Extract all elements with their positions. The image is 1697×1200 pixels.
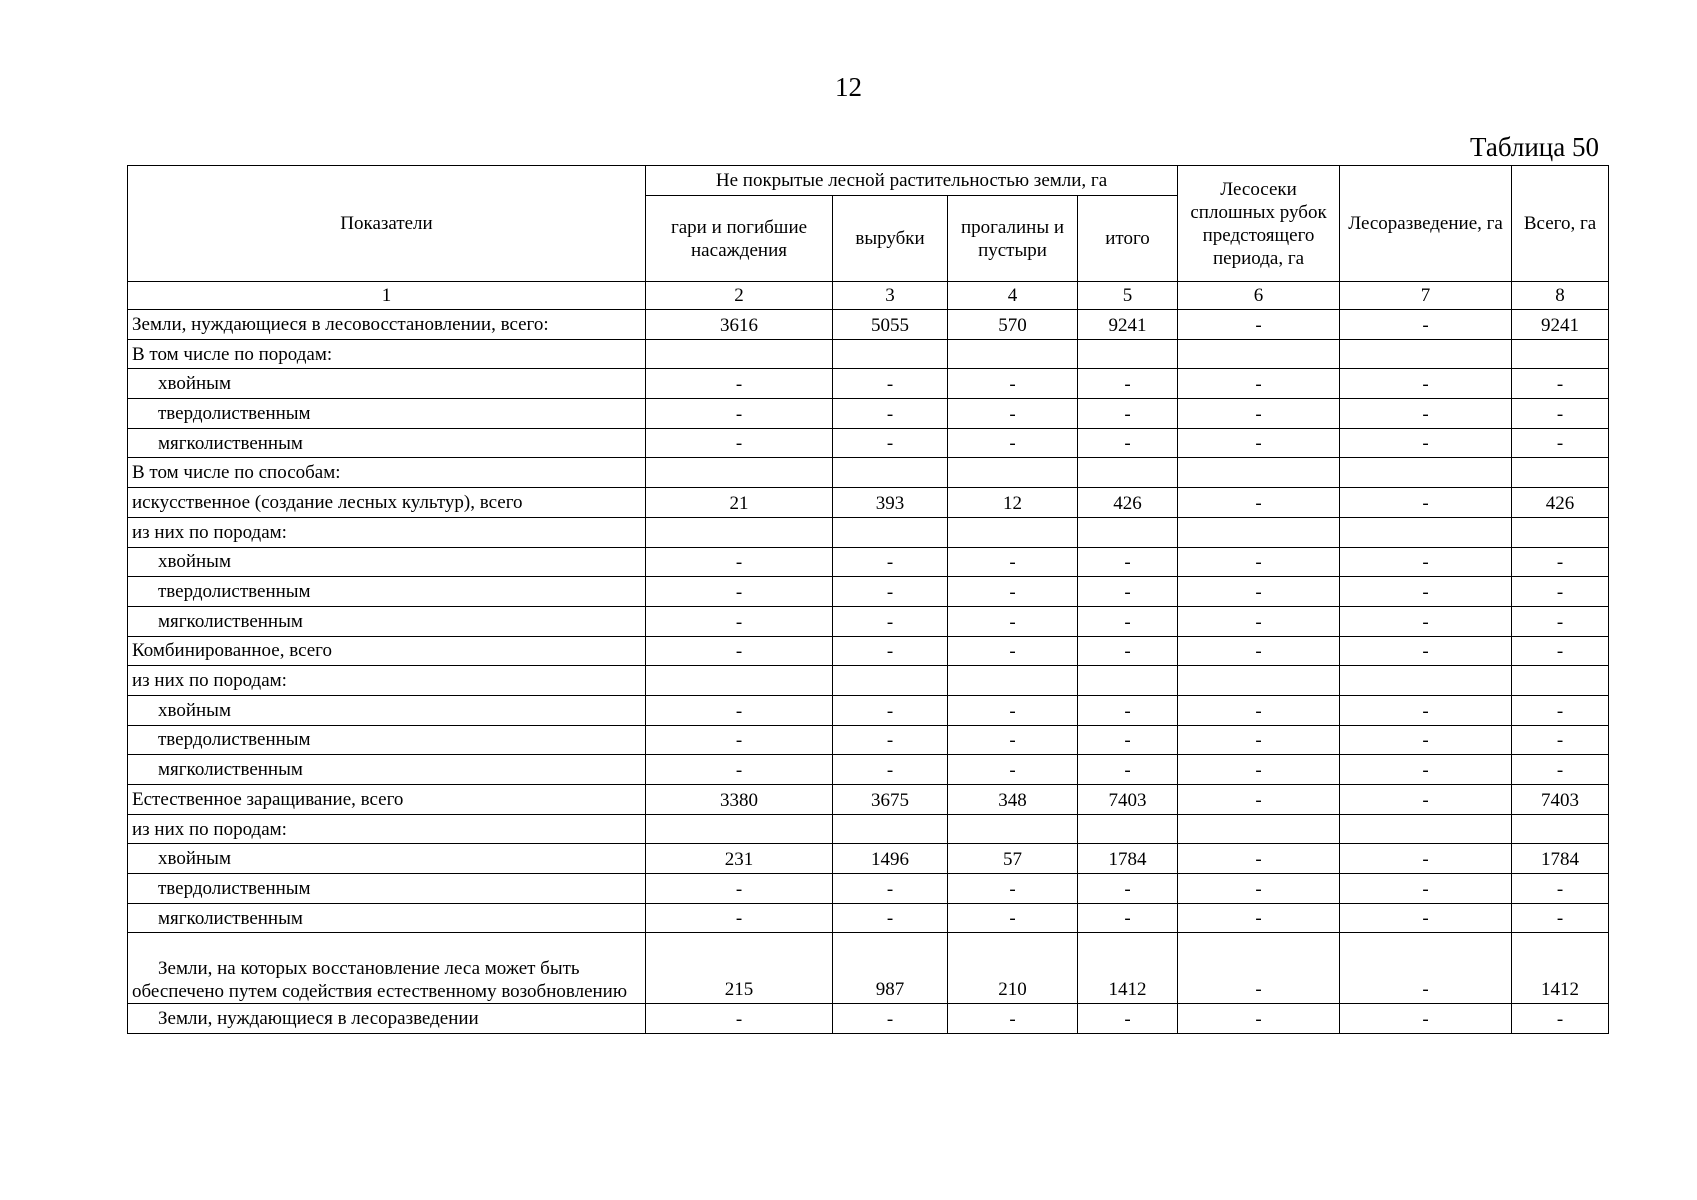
row-value: - xyxy=(833,874,948,904)
row-value: - xyxy=(1340,874,1512,904)
row-value: 393 xyxy=(833,488,948,518)
row-value: 1412 xyxy=(1512,933,1609,1004)
column-number: 5 xyxy=(1078,282,1178,310)
column-number: 7 xyxy=(1340,282,1512,310)
row-value: - xyxy=(646,369,833,399)
row-value: 1784 xyxy=(1078,844,1178,874)
row-value: - xyxy=(1078,874,1178,904)
row-value: - xyxy=(1178,755,1340,785)
row-value: - xyxy=(1178,606,1340,636)
row-value: - xyxy=(948,369,1078,399)
row-value: - xyxy=(1078,428,1178,458)
row-value: - xyxy=(1512,695,1609,725)
row-value: - xyxy=(833,577,948,607)
row-value: 210 xyxy=(948,933,1078,1004)
row-value: - xyxy=(1512,399,1609,429)
row-value: - xyxy=(646,725,833,755)
row-value: - xyxy=(1078,369,1178,399)
row-value: 5055 xyxy=(833,310,948,340)
row-value xyxy=(833,339,948,369)
row-value xyxy=(1512,666,1609,696)
row-value: - xyxy=(1512,428,1609,458)
row-value: - xyxy=(1178,1004,1340,1034)
row-value: - xyxy=(1178,488,1340,518)
row-value: 21 xyxy=(646,488,833,518)
row-value: - xyxy=(646,547,833,577)
row-value xyxy=(1512,814,1609,844)
row-value: - xyxy=(1512,725,1609,755)
row-value xyxy=(948,814,1078,844)
row-value: 1496 xyxy=(833,844,948,874)
row-value: - xyxy=(646,695,833,725)
row-value: - xyxy=(833,369,948,399)
table-row xyxy=(128,695,1609,725)
row-value: - xyxy=(948,874,1078,904)
table-row xyxy=(128,785,1609,815)
row-value: - xyxy=(1178,636,1340,666)
row-value: 3380 xyxy=(646,785,833,815)
row-value: 9241 xyxy=(1078,310,1178,340)
row-label: искусственное (создание лесных культур), всего xyxy=(128,488,646,518)
row-value: - xyxy=(1512,903,1609,933)
row-value: - xyxy=(1512,369,1609,399)
row-value: 426 xyxy=(1078,488,1178,518)
row-value: - xyxy=(1512,1004,1609,1034)
row-value: 7403 xyxy=(1512,785,1609,815)
table-row xyxy=(128,399,1609,429)
row-value xyxy=(1340,517,1512,547)
header-indicators: Показатели xyxy=(128,166,646,282)
table-body xyxy=(128,310,1609,1034)
header-afforestation: Лесоразведение, га xyxy=(1340,166,1512,282)
table-row xyxy=(128,903,1609,933)
row-label: хвойным xyxy=(128,844,646,874)
row-value: - xyxy=(646,903,833,933)
row-value: 1412 xyxy=(1078,933,1178,1004)
row-value: - xyxy=(1178,933,1340,1004)
row-value xyxy=(646,517,833,547)
table-row xyxy=(128,636,1609,666)
row-value: - xyxy=(948,903,1078,933)
header-cutting-areas: Лесосеки сплошных рубок предстоящего периода, га xyxy=(1178,166,1340,282)
header-glades-wastelands: прогалины и пустыри xyxy=(948,196,1078,282)
row-value: - xyxy=(833,1004,948,1034)
row-value: - xyxy=(1178,399,1340,429)
row-value xyxy=(1340,339,1512,369)
row-value: - xyxy=(1340,844,1512,874)
row-value xyxy=(1512,458,1609,488)
row-value xyxy=(1078,666,1178,696)
row-value: - xyxy=(948,577,1078,607)
row-value xyxy=(646,458,833,488)
row-value: - xyxy=(833,606,948,636)
row-value: - xyxy=(1340,310,1512,340)
row-label: из них по породам: xyxy=(128,517,646,547)
row-value xyxy=(1512,517,1609,547)
row-value: - xyxy=(1078,755,1178,785)
row-value: - xyxy=(1340,933,1512,1004)
row-value: - xyxy=(1078,547,1178,577)
row-value xyxy=(646,814,833,844)
row-value: - xyxy=(1078,577,1178,607)
row-value: - xyxy=(1178,310,1340,340)
row-value xyxy=(1512,339,1609,369)
row-value xyxy=(833,458,948,488)
row-label: из них по породам: xyxy=(128,814,646,844)
row-label: Комбинированное, всего xyxy=(128,636,646,666)
row-value: - xyxy=(1340,636,1512,666)
row-value: - xyxy=(646,577,833,607)
row-value: 9241 xyxy=(1512,310,1609,340)
column-number: 8 xyxy=(1512,282,1609,310)
row-label: мягколиственным xyxy=(128,755,646,785)
header-subtotal: итого xyxy=(1078,196,1178,282)
row-label: В том числе по способам: xyxy=(128,458,646,488)
row-value: - xyxy=(948,606,1078,636)
row-value: - xyxy=(1512,755,1609,785)
row-value: 1784 xyxy=(1512,844,1609,874)
row-value xyxy=(948,666,1078,696)
row-value: - xyxy=(1078,695,1178,725)
table-row xyxy=(128,428,1609,458)
row-value: - xyxy=(1340,577,1512,607)
table-label: Таблица 50 xyxy=(1470,132,1599,162)
table-row xyxy=(128,874,1609,904)
row-value xyxy=(1178,339,1340,369)
row-value: - xyxy=(1078,903,1178,933)
row-value xyxy=(1340,458,1512,488)
row-value: - xyxy=(1340,547,1512,577)
row-value xyxy=(1078,814,1178,844)
row-value: - xyxy=(1512,636,1609,666)
row-value: 570 xyxy=(948,310,1078,340)
row-value: - xyxy=(1178,903,1340,933)
row-value: 987 xyxy=(833,933,948,1004)
row-value: - xyxy=(833,755,948,785)
table-row xyxy=(128,488,1609,518)
column-number: 6 xyxy=(1178,282,1340,310)
row-value xyxy=(1340,814,1512,844)
table-row xyxy=(128,339,1609,369)
column-number: 2 xyxy=(646,282,833,310)
row-value: - xyxy=(646,428,833,458)
row-label: мягколиственным xyxy=(128,428,646,458)
table-row xyxy=(128,755,1609,785)
row-value: - xyxy=(948,547,1078,577)
row-value xyxy=(1178,666,1340,696)
row-value xyxy=(1178,517,1340,547)
row-label: Естественное заращивание, всего xyxy=(128,785,646,815)
row-value: - xyxy=(948,725,1078,755)
row-value: - xyxy=(1512,606,1609,636)
forest-restoration-table xyxy=(127,165,1609,1034)
row-label: мягколиственным xyxy=(128,903,646,933)
row-value: - xyxy=(1340,606,1512,636)
row-value: - xyxy=(1512,577,1609,607)
row-value: - xyxy=(1340,725,1512,755)
table-row xyxy=(128,666,1609,696)
row-value: - xyxy=(833,725,948,755)
row-value: - xyxy=(646,755,833,785)
row-label: твердолиственным xyxy=(128,874,646,904)
row-label: твердолиственным xyxy=(128,399,646,429)
row-value xyxy=(833,517,948,547)
row-value: 3616 xyxy=(646,310,833,340)
row-value: 426 xyxy=(1512,488,1609,518)
row-value: 3675 xyxy=(833,785,948,815)
row-value: - xyxy=(833,636,948,666)
row-value: - xyxy=(948,755,1078,785)
row-value: - xyxy=(1178,577,1340,607)
row-value: - xyxy=(833,547,948,577)
header-clearcuts: вырубки xyxy=(833,196,948,282)
row-label: мягколиственным xyxy=(128,606,646,636)
header-burnt-stands: гари и погибшие насаждения xyxy=(646,196,833,282)
row-value: - xyxy=(1340,695,1512,725)
row-value: - xyxy=(1340,488,1512,518)
row-value: - xyxy=(1078,636,1178,666)
row-value: 7403 xyxy=(1078,785,1178,815)
row-value: - xyxy=(1512,874,1609,904)
column-number: 4 xyxy=(948,282,1078,310)
row-label: В том числе по породам: xyxy=(128,339,646,369)
row-value: - xyxy=(1178,695,1340,725)
table-row xyxy=(128,517,1609,547)
row-value: - xyxy=(1340,903,1512,933)
row-value: - xyxy=(1178,428,1340,458)
row-value: - xyxy=(833,428,948,458)
row-label: хвойным xyxy=(128,547,646,577)
table-row xyxy=(128,369,1609,399)
row-value: - xyxy=(1178,547,1340,577)
table-row xyxy=(128,725,1609,755)
row-value xyxy=(1078,339,1178,369)
row-value: 215 xyxy=(646,933,833,1004)
header-uncovered-lands: Не покрытые лесной растительностью земли, га xyxy=(646,166,1178,196)
row-value: - xyxy=(1340,428,1512,458)
row-value: - xyxy=(948,695,1078,725)
row-value: - xyxy=(833,695,948,725)
row-label: Земли, нуждающиеся в лесоразведении xyxy=(128,1004,646,1034)
row-value: - xyxy=(1178,785,1340,815)
column-number: 3 xyxy=(833,282,948,310)
table-row xyxy=(128,844,1609,874)
row-value: - xyxy=(1340,1004,1512,1034)
row-label: Земли, нуждающиеся в лесовосстановлении, всего: xyxy=(128,310,646,340)
page-number: 12 xyxy=(835,72,862,102)
row-value xyxy=(1178,458,1340,488)
row-value: - xyxy=(646,1004,833,1034)
table-row xyxy=(128,933,1609,1004)
table-row xyxy=(128,606,1609,636)
row-label: твердолиственным xyxy=(128,577,646,607)
row-label: твердолиственным xyxy=(128,725,646,755)
row-value: - xyxy=(1178,725,1340,755)
table-row xyxy=(128,814,1609,844)
row-value: - xyxy=(833,399,948,429)
row-value: 57 xyxy=(948,844,1078,874)
row-value: - xyxy=(1340,399,1512,429)
row-value: - xyxy=(1340,785,1512,815)
table-row xyxy=(128,577,1609,607)
header-total: Всего, га xyxy=(1512,166,1609,282)
row-value: - xyxy=(1078,1004,1178,1034)
row-value: 12 xyxy=(948,488,1078,518)
row-value: - xyxy=(646,606,833,636)
row-value xyxy=(833,814,948,844)
row-label: Земли, на которых восстановление леса может быть обеспечено путем содействия естественному возобновлению xyxy=(128,933,646,1004)
row-value xyxy=(1340,666,1512,696)
row-value: - xyxy=(1178,874,1340,904)
table-row xyxy=(128,547,1609,577)
row-value xyxy=(646,666,833,696)
row-value: - xyxy=(1178,369,1340,399)
table-row xyxy=(128,1004,1609,1034)
row-value xyxy=(833,666,948,696)
row-value: 348 xyxy=(948,785,1078,815)
row-value: - xyxy=(1340,755,1512,785)
row-value: - xyxy=(1340,369,1512,399)
row-value: - xyxy=(1078,606,1178,636)
row-value: - xyxy=(1078,725,1178,755)
row-value: 231 xyxy=(646,844,833,874)
row-value: - xyxy=(646,636,833,666)
row-value: - xyxy=(948,428,1078,458)
row-value: - xyxy=(646,874,833,904)
row-value: - xyxy=(948,636,1078,666)
row-value xyxy=(948,517,1078,547)
row-value: - xyxy=(1512,547,1609,577)
row-value xyxy=(948,458,1078,488)
row-value xyxy=(646,339,833,369)
column-number: 1 xyxy=(128,282,646,310)
row-value: - xyxy=(646,399,833,429)
row-value: - xyxy=(1178,844,1340,874)
row-label: из них по породам: xyxy=(128,666,646,696)
row-value xyxy=(948,339,1078,369)
row-value xyxy=(1078,517,1178,547)
row-value xyxy=(1178,814,1340,844)
row-value: - xyxy=(833,903,948,933)
table-row xyxy=(128,458,1609,488)
row-value: - xyxy=(948,1004,1078,1034)
table-row xyxy=(128,310,1609,340)
row-value: - xyxy=(1078,399,1178,429)
row-value xyxy=(1078,458,1178,488)
row-label: хвойным xyxy=(128,695,646,725)
row-value: - xyxy=(948,399,1078,429)
row-label: хвойным xyxy=(128,369,646,399)
